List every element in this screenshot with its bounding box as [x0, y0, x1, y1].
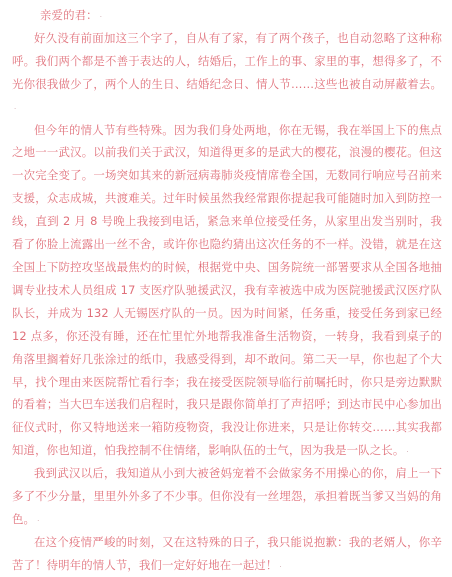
- letter-paragraph: [12, 531, 442, 577]
- paragraph-mark-icon: .: [14, 102, 17, 111]
- letter-paragraph: [12, 462, 442, 531]
- paragraph-text: 我到武汉以后，我知道从小到大被爸妈宠着不会做家务不用操心的你，肩上一下多了不少分量，里里外外多了不少事。但你没有一丝埋怨，承担着既当爹又当妈的角色。: [12, 466, 442, 526]
- letter-salutation: [12, 4, 442, 27]
- salutation-text: 亲爱的君：: [40, 8, 98, 22]
- paragraph-text: 但今年的情人节有些特殊。因为我们身处两地，你在无锡，我在举国上下的焦点之地一一武汉。以前我们关于武汉，知道得更多的是武大的樱花，浪漫的樱花。但这一次完全变了。一场突如其来的新冠病毒肺炎疫情席卷全国，无数同行响应号召前来支援，众志成城，共渡难关。过年时候虽然我经常跟你提起我可能随时加入到防控一线，直到 2 月 8 号晚上我接到电话，紧急来单位接受任务，从家里出发当别时，我看了你脸上流露出一丝不舍，或许你也隐约猜出这次任务的不一样。没错，就是在这全国上下防控攻坚战最焦灼的时候，根据党中央、国务院统一部署要求从全国各地抽调专业技术人员组成 17 支医疗队驰援武汉，我有幸被选中成为医院驰援武汉医疗队队长，并成为 132 人无锡医疗队的一员。因为时间紧，任务重，接受任务到家已经 12 点多，你还没有睡，还在忙里忙外地帮我准备生活物资，一转身，我看到桌子的角落里搁着好几张涂过的纸巾，我感受得到，却不敢问。第二天一早，你也起了个大早，找个理由来医院帮忙看行李；我在接受医院领导临行前嘱托时，你只是旁边默默的看着；当大巴车送我们启程时，我只是跟你简单打了声招呼；到达市民中心参加出征仪式时，你又特地送来一箱防疫物资，我没让你进来，只是让你转交……其实我都知道，你也知道，怕我控制不住情绪，影响队伍的士气，因为我是一队之长。: [12, 122, 442, 458]
- paragraph-mark-icon: .: [37, 514, 40, 523]
- paragraph-mark-icon: .: [279, 560, 282, 569]
- paragraph-mark-icon: .: [406, 446, 409, 455]
- paragraph-text: 在这个疫情严峻的时刻，又在这特殊的日子，我只能说抱歉：我的老婿人，你辛苦了！待明年的情人节，我们一定好好地在一起过！: [12, 534, 442, 572]
- paragraph-mark-icon: .: [99, 11, 103, 19]
- letter-paragraph: [12, 27, 442, 119]
- paragraph-text: 好久没有前面加这三个字了，自从有了家，有了两个孩子，也自动忽略了这种称呼。我们两个都是不善于表达的人，结婚后，工作上的事、家里的事，想得多了，不光你很我做少了，两个人的生日、结婚纪念日、情人节……这些也被自动屏蔽着去。: [12, 30, 442, 91]
- letter-body: [12, 4, 442, 577]
- letter-paragraph: [12, 119, 442, 463]
